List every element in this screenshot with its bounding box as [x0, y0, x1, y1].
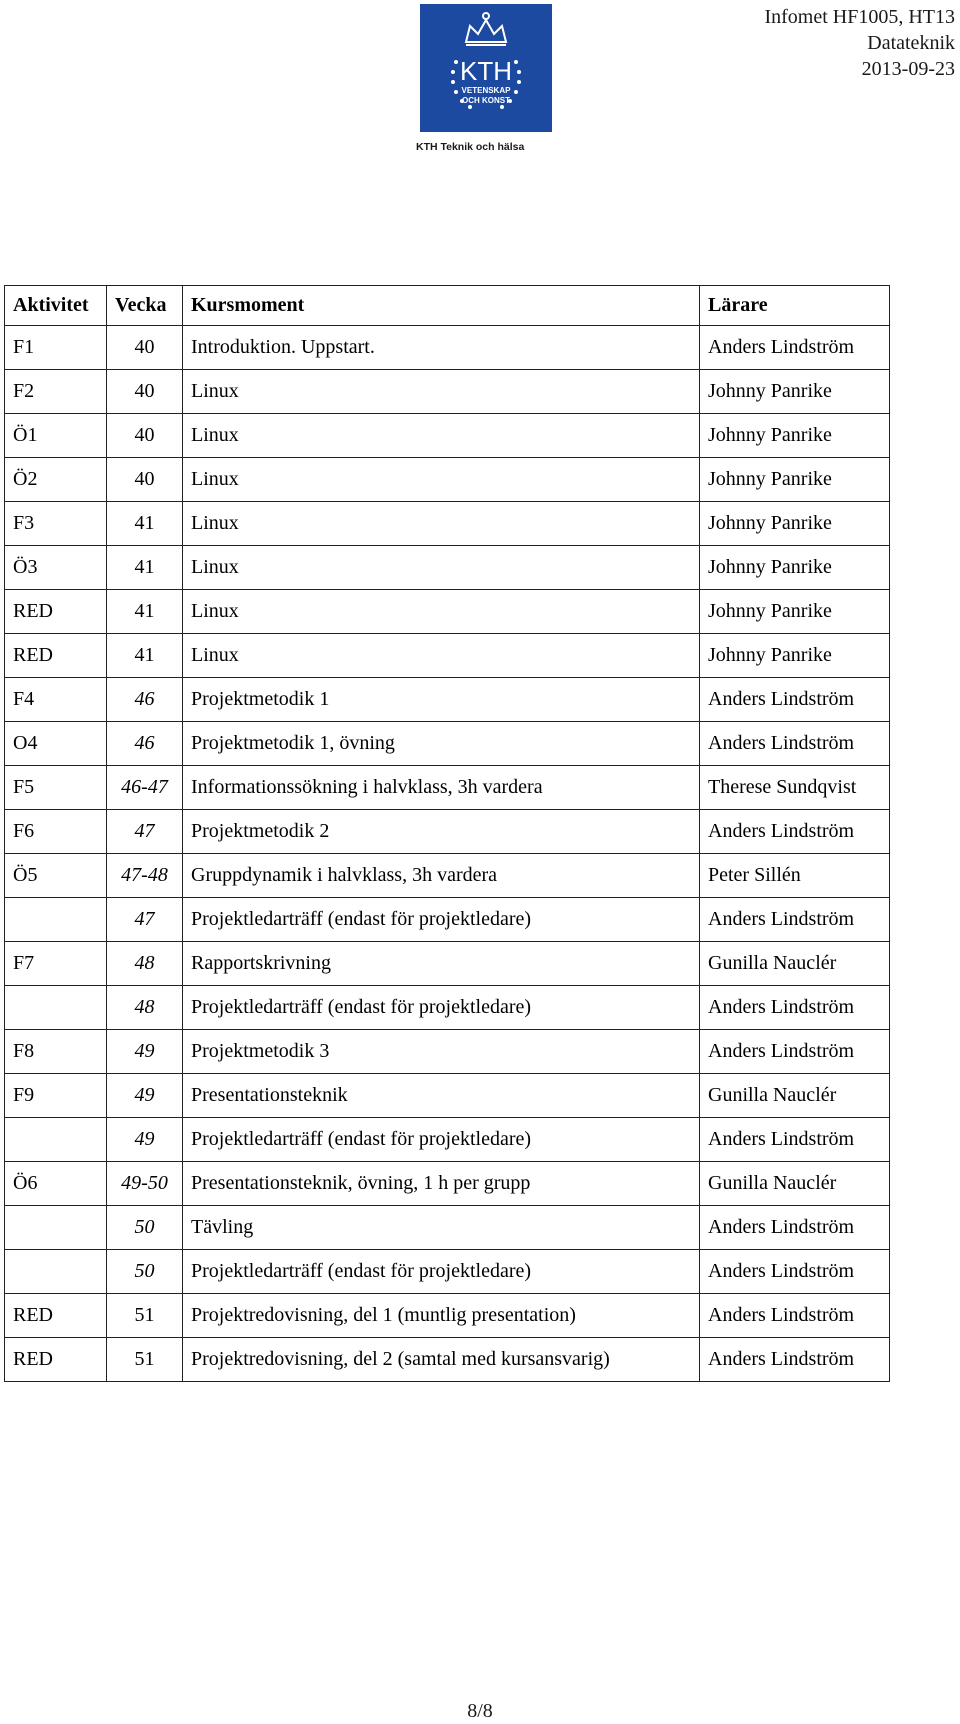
week-cell: 40	[107, 326, 183, 370]
table-row	[5, 854, 890, 898]
activity-cell: Ö1	[5, 414, 107, 458]
week-cell: 48	[107, 986, 183, 1030]
table-row	[5, 370, 890, 414]
table-row	[5, 414, 890, 458]
moment-cell: Projektledarträff (endast för projektledare)	[183, 1118, 700, 1162]
table-row	[5, 1294, 890, 1338]
moment-cell: Linux	[183, 634, 700, 678]
moment-cell: Linux	[183, 370, 700, 414]
activity-cell: F6	[5, 810, 107, 854]
table-row	[5, 546, 890, 590]
week-cell: 40	[107, 414, 183, 458]
teacher-cell: Johnny Panrike	[700, 458, 890, 502]
document-header	[764, 4, 955, 82]
moment-cell: Projektmetodik 1, övning	[183, 722, 700, 766]
week-cell: 51	[107, 1294, 183, 1338]
table-row	[5, 810, 890, 854]
activity-cell: F8	[5, 1030, 107, 1074]
activity-cell: Ö3	[5, 546, 107, 590]
moment-cell: Rapportskrivning	[183, 942, 700, 986]
activity-cell: RED	[5, 590, 107, 634]
moment-cell: Projektredovisning, del 2 (samtal med kursansvarig)	[183, 1338, 700, 1382]
column-header-activity: Aktivitet	[5, 286, 107, 326]
activity-cell: F3	[5, 502, 107, 546]
kth-tagline: KTH Teknik och hälsa	[416, 141, 525, 153]
teacher-cell: Johnny Panrike	[700, 414, 890, 458]
activity-cell	[5, 1250, 107, 1294]
teacher-cell: Peter Sillén	[700, 854, 890, 898]
teacher-cell: Anders Lindström	[700, 1030, 890, 1074]
teacher-cell: Johnny Panrike	[700, 502, 890, 546]
teacher-cell: Anders Lindström	[700, 1338, 890, 1382]
week-cell: 41	[107, 546, 183, 590]
moment-cell: Presentationsteknik	[183, 1074, 700, 1118]
table-row	[5, 766, 890, 810]
program-name: Datateknik	[867, 32, 955, 54]
teacher-cell: Anders Lindström	[700, 1250, 890, 1294]
moment-cell: Projektledarträff (endast för projektledare)	[183, 898, 700, 942]
column-header-moment: Kursmoment	[183, 286, 700, 326]
teacher-cell: Gunilla Nauclér	[700, 1162, 890, 1206]
table-row	[5, 634, 890, 678]
kth-logo-emblem	[420, 4, 552, 132]
teacher-cell: Johnny Panrike	[700, 590, 890, 634]
moment-cell: Linux	[183, 546, 700, 590]
week-cell: 49-50	[107, 1162, 183, 1206]
activity-cell: F4	[5, 678, 107, 722]
moment-cell: Projektledarträff (endast för projektledare)	[183, 986, 700, 1030]
activity-cell: F5	[5, 766, 107, 810]
week-cell: 41	[107, 634, 183, 678]
table-row	[5, 1118, 890, 1162]
column-header-teacher: Lärare	[700, 286, 890, 326]
week-cell: 41	[107, 590, 183, 634]
teacher-cell: Anders Lindström	[700, 898, 890, 942]
week-cell: 47-48	[107, 854, 183, 898]
activity-cell: F2	[5, 370, 107, 414]
teacher-cell: Johnny Panrike	[700, 634, 890, 678]
kth-subline-2: OCH KONST	[462, 96, 510, 105]
kth-logo	[416, 4, 576, 154]
activity-cell: F9	[5, 1074, 107, 1118]
activity-cell: Ö6	[5, 1162, 107, 1206]
activity-cell	[5, 898, 107, 942]
table-row	[5, 986, 890, 1030]
column-header-week: Vecka	[107, 286, 183, 326]
week-cell: 51	[107, 1338, 183, 1382]
activity-cell: F7	[5, 942, 107, 986]
activity-cell: F1	[5, 326, 107, 370]
table-row	[5, 502, 890, 546]
moment-cell: Linux	[183, 414, 700, 458]
week-cell: 46	[107, 678, 183, 722]
moment-cell: Projektredovisning, del 1 (muntlig presentation)	[183, 1294, 700, 1338]
table-row	[5, 1030, 890, 1074]
week-cell: 47	[107, 898, 183, 942]
week-cell: 40	[107, 370, 183, 414]
table-row	[5, 1250, 890, 1294]
teacher-cell: Anders Lindström	[700, 326, 890, 370]
activity-cell: O4	[5, 722, 107, 766]
activity-cell: RED	[5, 634, 107, 678]
week-cell: 46	[107, 722, 183, 766]
teacher-cell: Johnny Panrike	[700, 546, 890, 590]
table-row	[5, 1162, 890, 1206]
table-row	[5, 722, 890, 766]
week-cell: 50	[107, 1206, 183, 1250]
teacher-cell: Gunilla Nauclér	[700, 1074, 890, 1118]
teacher-cell: Therese Sundqvist	[700, 766, 890, 810]
activity-cell	[5, 986, 107, 1030]
table-row	[5, 326, 890, 370]
teacher-cell: Anders Lindström	[700, 1206, 890, 1250]
moment-cell: Projektmetodik 3	[183, 1030, 700, 1074]
table-row	[5, 1074, 890, 1118]
teacher-cell: Anders Lindström	[700, 1118, 890, 1162]
moment-cell: Linux	[183, 458, 700, 502]
moment-cell: Gruppdynamik i halvklass, 3h vardera	[183, 854, 700, 898]
activity-cell: Ö5	[5, 854, 107, 898]
moment-cell: Projektmetodik 1	[183, 678, 700, 722]
week-cell: 41	[107, 502, 183, 546]
table-row	[5, 678, 890, 722]
page-number: 8/8	[467, 1700, 493, 1722]
teacher-cell: Anders Lindström	[700, 678, 890, 722]
week-cell: 49	[107, 1118, 183, 1162]
week-cell: 46-47	[107, 766, 183, 810]
moment-cell: Introduktion. Uppstart.	[183, 326, 700, 370]
activity-cell	[5, 1118, 107, 1162]
table-header-row	[5, 286, 890, 326]
week-cell: 49	[107, 1074, 183, 1118]
week-cell: 40	[107, 458, 183, 502]
teacher-cell: Anders Lindström	[700, 1294, 890, 1338]
table-row	[5, 1338, 890, 1382]
week-cell: 50	[107, 1250, 183, 1294]
moment-cell: Tävling	[183, 1206, 700, 1250]
schedule-table	[4, 285, 890, 1382]
moment-cell: Linux	[183, 590, 700, 634]
moment-cell: Informationssökning i halvklass, 3h vardera	[183, 766, 700, 810]
document-date: 2013-09-23	[861, 58, 955, 80]
teacher-cell: Gunilla Nauclér	[700, 942, 890, 986]
activity-cell: RED	[5, 1338, 107, 1382]
moment-cell: Projektledarträff (endast för projektledare)	[183, 1250, 700, 1294]
activity-cell	[5, 1206, 107, 1250]
teacher-cell: Anders Lindström	[700, 986, 890, 1030]
moment-cell: Projektmetodik 2	[183, 810, 700, 854]
moment-cell: Linux	[183, 502, 700, 546]
teacher-cell: Anders Lindström	[700, 810, 890, 854]
table-row	[5, 1206, 890, 1250]
table-row	[5, 590, 890, 634]
teacher-cell: Anders Lindström	[700, 722, 890, 766]
activity-cell: Ö2	[5, 458, 107, 502]
activity-cell: RED	[5, 1294, 107, 1338]
table-row	[5, 898, 890, 942]
schedule-body	[5, 326, 890, 1382]
teacher-cell: Johnny Panrike	[700, 370, 890, 414]
kth-wordmark: KTH	[460, 56, 512, 86]
kth-subline-1: VETENSKAP	[461, 86, 511, 95]
week-cell: 48	[107, 942, 183, 986]
course-code: Infomet HF1005, HT13	[764, 6, 955, 28]
moment-cell: Presentationsteknik, övning, 1 h per grupp	[183, 1162, 700, 1206]
week-cell: 47	[107, 810, 183, 854]
table-row	[5, 942, 890, 986]
crown-icon	[420, 4, 552, 132]
week-cell: 49	[107, 1030, 183, 1074]
table-row	[5, 458, 890, 502]
